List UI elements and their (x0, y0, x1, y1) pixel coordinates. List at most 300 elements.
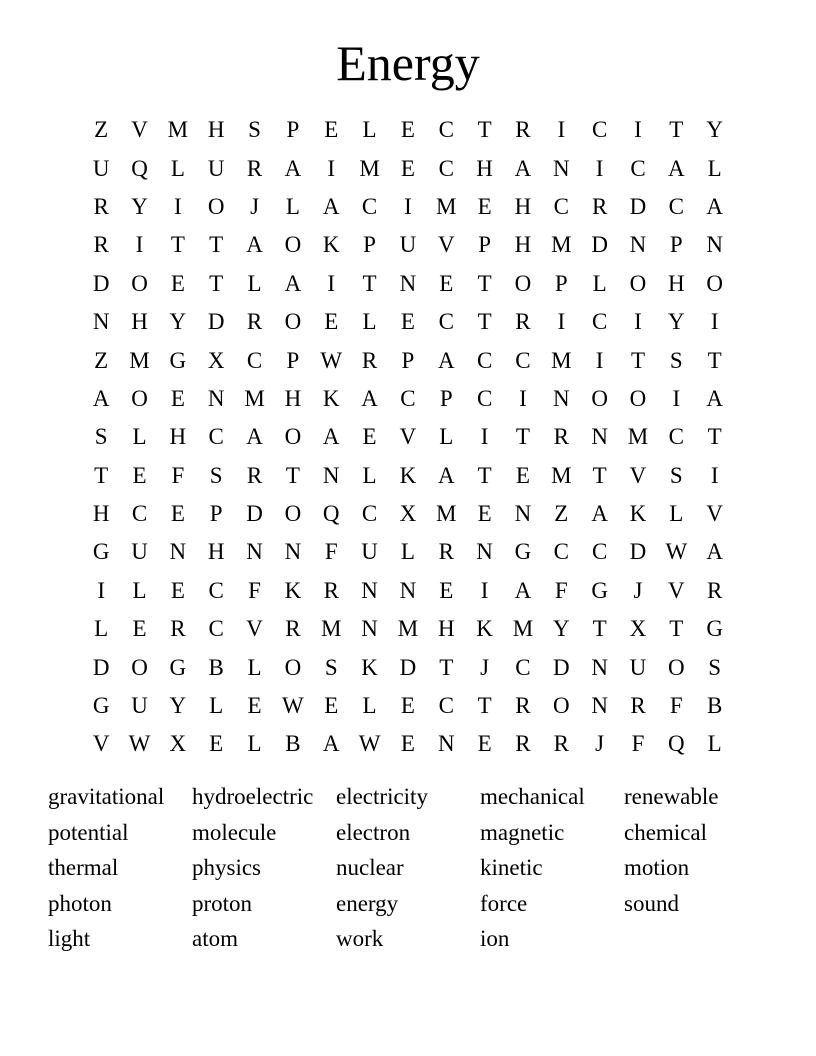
grid-letter: O (284, 309, 302, 335)
grid-letter: O (629, 270, 647, 296)
grid-letter: A (514, 155, 532, 181)
grid-letter: C (591, 309, 608, 335)
grid-letter: P (209, 501, 223, 527)
grid-letter: K (361, 654, 378, 680)
grid-letter: L (707, 731, 722, 757)
grid-letter: J (250, 193, 260, 219)
grid-letter: I (97, 577, 105, 603)
grid-letter: V (706, 501, 723, 527)
grid-letter: K (284, 577, 302, 603)
grid-letter: A (284, 155, 302, 181)
word-bank-item: sound (624, 890, 679, 916)
grid-letter: W (282, 693, 304, 719)
grid-letter: A (706, 539, 723, 565)
word-bank-item: ion (480, 926, 510, 952)
grid-row (82, 188, 734, 226)
grid-letter: A (706, 193, 723, 219)
grid-letter: T (707, 347, 722, 373)
grid-letter: A (92, 385, 110, 411)
grid-letter: O (131, 385, 148, 411)
grid-letter: G (92, 693, 110, 719)
grid-letter: L (362, 117, 377, 143)
grid-letter: W (358, 731, 381, 757)
word-bank-item: proton (192, 890, 253, 916)
grid-row (82, 303, 734, 341)
page-title: Energy (336, 35, 480, 91)
grid-letter: N (207, 385, 225, 411)
grid-letter: B (285, 731, 301, 757)
grid-letter: A (668, 155, 685, 181)
grid-letter: C (630, 155, 646, 181)
grid-row (82, 610, 734, 648)
grid-letter: C (438, 309, 454, 335)
grid-letter: R (553, 424, 569, 450)
grid-letter: L (247, 731, 262, 757)
grid-letter: C (361, 193, 378, 219)
grid-letter: R (515, 309, 531, 335)
grid-letter: R (170, 616, 186, 642)
grid-letter: C (515, 654, 531, 680)
grid-letter: F (554, 577, 568, 603)
grid-row (82, 457, 734, 495)
grid-letter: C (400, 385, 416, 411)
grid-letter: V (437, 232, 455, 258)
grid-letter: C (208, 424, 224, 450)
grid-letter: M (129, 347, 150, 373)
grid-letter: L (400, 539, 415, 565)
grid-letter: X (399, 501, 417, 527)
grid-letter: C (668, 424, 684, 450)
grid-letter: M (551, 462, 572, 488)
grid-letter: O (552, 693, 570, 719)
grid-letter: L (132, 577, 147, 603)
grid-letter: V (629, 462, 647, 488)
grid-letter: T (669, 117, 684, 143)
grid-letter: I (710, 462, 719, 488)
grid-letter: O (284, 232, 302, 258)
grid-letter: S (669, 462, 683, 488)
grid-letter: N (476, 539, 493, 565)
grid-letter: H (131, 309, 148, 335)
grid-letter: C (438, 693, 454, 719)
grid-row (82, 111, 734, 149)
grid-letter: H (284, 385, 302, 411)
grid-letter: S (94, 424, 108, 450)
word-bank-item: renewable (624, 784, 719, 809)
grid-letter: Y (169, 693, 187, 719)
grid-letter: C (515, 347, 531, 373)
word-bank-item: photon (48, 890, 112, 916)
grid-letter: G (706, 616, 723, 642)
grid-letter: X (629, 616, 647, 642)
grid-letter: E (132, 616, 147, 642)
word-bank-item: light (48, 926, 91, 952)
grid-letter: P (401, 347, 415, 373)
grid-letter: H (437, 616, 455, 642)
grid-letter: P (669, 232, 683, 258)
grid-letter: E (400, 693, 415, 719)
grid-row (82, 418, 734, 456)
grid-row (82, 572, 734, 610)
grid-letter: T (515, 424, 530, 450)
grid-letter: U (629, 654, 647, 680)
grid-letter: V (92, 731, 110, 757)
grid-letter: R (361, 347, 378, 373)
grid-letter: C (361, 501, 378, 527)
grid-letter: I (595, 347, 604, 373)
grid-letter: A (322, 424, 340, 450)
grid-letter: L (132, 424, 147, 450)
grid-row (82, 725, 734, 763)
grid-letter: O (284, 501, 302, 527)
word-bank-item: thermal (48, 855, 119, 881)
grid-letter: T (94, 462, 109, 488)
grid-letter: I (710, 309, 719, 335)
grid-letter: K (399, 462, 417, 488)
word-bank-item: chemical (624, 819, 708, 845)
grid-letter: N (629, 232, 647, 258)
grid-letter: D (591, 232, 608, 258)
grid-letter: L (170, 155, 185, 181)
grid-letter: P (554, 270, 568, 296)
grid-letter: E (209, 731, 224, 757)
grid-letter: J (480, 654, 490, 680)
grid-letter: S (708, 654, 722, 680)
grid-letter: C (208, 616, 224, 642)
grid-letter: U (92, 155, 110, 181)
grid-letter: N (591, 654, 608, 680)
word-bank-item: magnetic (480, 819, 565, 845)
grid-letter: T (285, 462, 300, 488)
grid-letter: H (668, 270, 685, 296)
grid-letter: E (362, 424, 377, 450)
grid-letter: N (514, 501, 532, 527)
grid-letter: C (553, 193, 569, 219)
grid-letter: W (320, 347, 343, 373)
grid-letter: G (169, 654, 187, 680)
grid-letter: D (629, 193, 647, 219)
grid-letter: I (595, 155, 604, 181)
word-bank-item: kinetic (480, 855, 543, 881)
grid-letter: R (246, 155, 263, 181)
grid-letter: T (669, 616, 684, 642)
grid-letter: M (551, 347, 572, 373)
grid-letter: R (285, 616, 301, 642)
grid-letter: O (668, 654, 685, 680)
grid-letter: Y (552, 616, 570, 642)
grid-letter: N (322, 462, 340, 488)
grid-letter: K (322, 232, 340, 258)
grid-letter: L (669, 501, 684, 527)
grid-letter: M (321, 616, 342, 642)
grid-letter: N (399, 577, 417, 603)
grid-letter: Y (131, 193, 148, 219)
grid-letter: H (207, 539, 225, 565)
grid-letter: T (707, 424, 722, 450)
grid-letter: N (92, 309, 110, 335)
grid-row (82, 149, 734, 187)
word-bank-item: mechanical (480, 784, 585, 809)
grid-letter: D (399, 654, 417, 680)
grid-row (82, 341, 734, 379)
grid-letter: R (515, 117, 531, 143)
grid-letter: I (327, 155, 336, 181)
grid-letter: R (515, 731, 531, 757)
grid-letter: O (284, 654, 302, 680)
grid-letter: A (437, 347, 455, 373)
grid-letter: M (627, 424, 649, 450)
grid-letter: I (672, 385, 681, 411)
grid-letter: I (634, 117, 642, 143)
grid-letter: E (477, 501, 492, 527)
grid-letter: M (167, 117, 189, 143)
grid-letter: E (400, 731, 415, 757)
grid-letter: L (362, 693, 377, 719)
grid-letter: T (209, 270, 224, 296)
grid-letter: I (404, 193, 412, 219)
grid-letter: B (707, 693, 723, 719)
grid-letter: H (514, 232, 532, 258)
grid-letter: D (552, 654, 570, 680)
grid-letter: E (400, 155, 415, 181)
grid-letter: Q (322, 501, 340, 527)
grid-letter: A (322, 193, 340, 219)
grid-row (82, 265, 734, 303)
grid-letter: M (436, 501, 457, 527)
grid-letter: N (552, 155, 570, 181)
word-bank-item: energy (336, 890, 399, 916)
grid-letter: O (207, 193, 225, 219)
grid-letter: T (477, 693, 492, 719)
grid-letter: T (362, 270, 377, 296)
grid-letter: G (169, 347, 187, 373)
grid-letter: S (324, 654, 338, 680)
grid-letter: P (439, 385, 453, 411)
word-bank-item: force (480, 890, 528, 916)
grid-letter: U (361, 539, 378, 565)
grid-letter: G (591, 577, 608, 603)
grid-letter: O (629, 385, 647, 411)
grid-letter: I (557, 117, 566, 143)
grid-letter: R (246, 309, 263, 335)
grid-letter: F (324, 539, 338, 565)
grid-letter: T (209, 232, 224, 258)
grid-letter: C (438, 117, 454, 143)
grid-letter: E (439, 577, 454, 603)
grid-letter: R (438, 539, 454, 565)
grid-letter: V (131, 117, 148, 143)
grid-letter: V (668, 577, 685, 603)
word-bank-item: physics (192, 855, 261, 881)
grid-letter: D (207, 309, 225, 335)
grid-letter: L (94, 616, 109, 642)
grid-letter: T (592, 462, 607, 488)
grid-letter: K (322, 385, 340, 411)
grid-letter: L (439, 424, 454, 450)
grid-letter: O (131, 654, 148, 680)
grid-letter: I (519, 385, 527, 411)
grid-letter: S (209, 462, 223, 488)
word-bank-item: atom (192, 926, 238, 952)
grid-letter: O (591, 385, 608, 411)
letter-grid (82, 111, 734, 764)
grid-letter: T (170, 232, 185, 258)
grid-letter: L (247, 654, 262, 680)
grid-letter: R (323, 577, 339, 603)
grid-letter: L (362, 462, 377, 488)
grid-letter: C (553, 539, 569, 565)
grid-letter: W (665, 539, 688, 565)
grid-letter: P (286, 117, 300, 143)
grid-letter: O (131, 270, 148, 296)
grid-letter: L (247, 270, 262, 296)
grid-letter: Y (668, 309, 685, 335)
grid-row (82, 380, 734, 418)
grid-letter: T (477, 462, 492, 488)
grid-letter: P (478, 232, 491, 258)
grid-letter: H (207, 117, 225, 143)
grid-letter: E (477, 193, 492, 219)
grid-letter: L (707, 155, 722, 181)
grid-letter: D (629, 539, 647, 565)
grid-letter: R (515, 693, 531, 719)
grid-letter: I (135, 232, 144, 258)
word-bank-item: hydroelectric (192, 784, 314, 809)
grid-letter: J (595, 731, 605, 757)
grid-letter: F (171, 462, 185, 488)
grid-letter: U (131, 539, 148, 565)
grid-letter: M (244, 385, 265, 411)
grid-letter: R (93, 193, 109, 219)
grid-letter: E (170, 270, 185, 296)
grid-letter: E (439, 270, 454, 296)
grid-letter: F (631, 731, 645, 757)
grid-letter: U (399, 232, 417, 258)
grid-letter: S (248, 117, 261, 143)
grid-letter: A (322, 731, 340, 757)
grid-letter: B (208, 654, 224, 680)
grid-letter: L (592, 270, 607, 296)
grid-letter: Y (706, 117, 723, 143)
grid-letter: N (591, 693, 608, 719)
grid-letter: T (592, 616, 607, 642)
grid-letter: M (397, 616, 419, 642)
grid-letter: F (248, 577, 261, 603)
grid-letter: I (634, 309, 642, 335)
grid-letter: A (437, 462, 455, 488)
grid-letter: Q (668, 731, 685, 757)
grid-letter: I (557, 309, 566, 335)
grid-letter: E (400, 117, 415, 143)
grid-letter: C (131, 501, 148, 527)
grid-letter: A (246, 424, 263, 450)
grid-letter: Z (94, 347, 109, 373)
grid-letter: Q (131, 155, 148, 181)
grid-letter: C (438, 155, 454, 181)
grid-letter: C (246, 347, 263, 373)
grid-letter: N (361, 577, 378, 603)
grid-letter: A (514, 577, 532, 603)
grid-letter: E (132, 462, 147, 488)
grid-letter: D (246, 501, 263, 527)
grid-letter: E (170, 577, 185, 603)
grid-letter: I (480, 577, 489, 603)
grid-letter: P (363, 232, 376, 258)
grid-letter: T (630, 347, 646, 373)
grid-letter: H (92, 501, 110, 527)
grid-letter: T (477, 309, 492, 335)
grid-letter: C (208, 577, 224, 603)
grid-letter: H (169, 424, 187, 450)
grid-row (82, 495, 734, 533)
grid-row (82, 226, 734, 264)
grid-letter: Z (554, 501, 569, 527)
grid-letter: J (633, 577, 643, 603)
word-bank-item: molecule (192, 819, 277, 845)
grid-letter: N (706, 232, 723, 258)
grid-letter: K (629, 501, 647, 527)
word-bank-item: nuclear (336, 855, 404, 881)
grid-letter: O (514, 270, 532, 296)
grid-letter: N (552, 385, 570, 411)
grid-letter: N (284, 539, 302, 565)
grid-letter: O (706, 270, 723, 296)
grid-letter: R (553, 731, 569, 757)
grid-letter: P (286, 347, 300, 373)
grid-letter: A (361, 385, 378, 411)
grid-letter: K (476, 616, 493, 642)
grid-letter: C (591, 539, 608, 565)
grid-letter: I (327, 270, 336, 296)
grid-letter: E (324, 117, 339, 143)
grid-letter: N (246, 539, 263, 565)
grid-letter: H (476, 155, 493, 181)
grid-letter: H (514, 193, 532, 219)
grid-letter: O (284, 424, 302, 450)
grid-letter: M (551, 232, 572, 258)
grid-letter: Z (94, 117, 109, 143)
grid-letter: M (512, 616, 534, 642)
grid-letter: R (707, 577, 723, 603)
grid-letter: A (284, 270, 302, 296)
grid-letter: T (477, 117, 492, 143)
grid-row (82, 533, 734, 571)
grid-letter: C (476, 347, 493, 373)
grid-letter: C (668, 193, 684, 219)
grid-letter: G (92, 539, 110, 565)
grid-letter: M (436, 193, 457, 219)
word-bank-item: gravitational (48, 784, 165, 809)
grid-letter: N (169, 539, 187, 565)
grid-letter: T (477, 270, 492, 296)
grid-letter: E (324, 693, 339, 719)
grid-letter: E (515, 462, 530, 488)
grid-letter: M (359, 155, 380, 181)
word-bank-item: motion (624, 855, 690, 881)
grid-letter: N (361, 616, 378, 642)
grid-letter: V (246, 616, 263, 642)
grid-letter: D (92, 270, 110, 296)
word-bank-item: work (336, 926, 384, 952)
grid-letter: A (591, 501, 608, 527)
grid-letter: L (209, 693, 224, 719)
grid-letter: F (669, 693, 683, 719)
grid-letter: T (439, 654, 454, 680)
grid-letter: R (93, 232, 109, 258)
grid-letter: V (399, 424, 417, 450)
grid-letter: L (285, 193, 300, 219)
grid-letter: I (174, 193, 182, 219)
